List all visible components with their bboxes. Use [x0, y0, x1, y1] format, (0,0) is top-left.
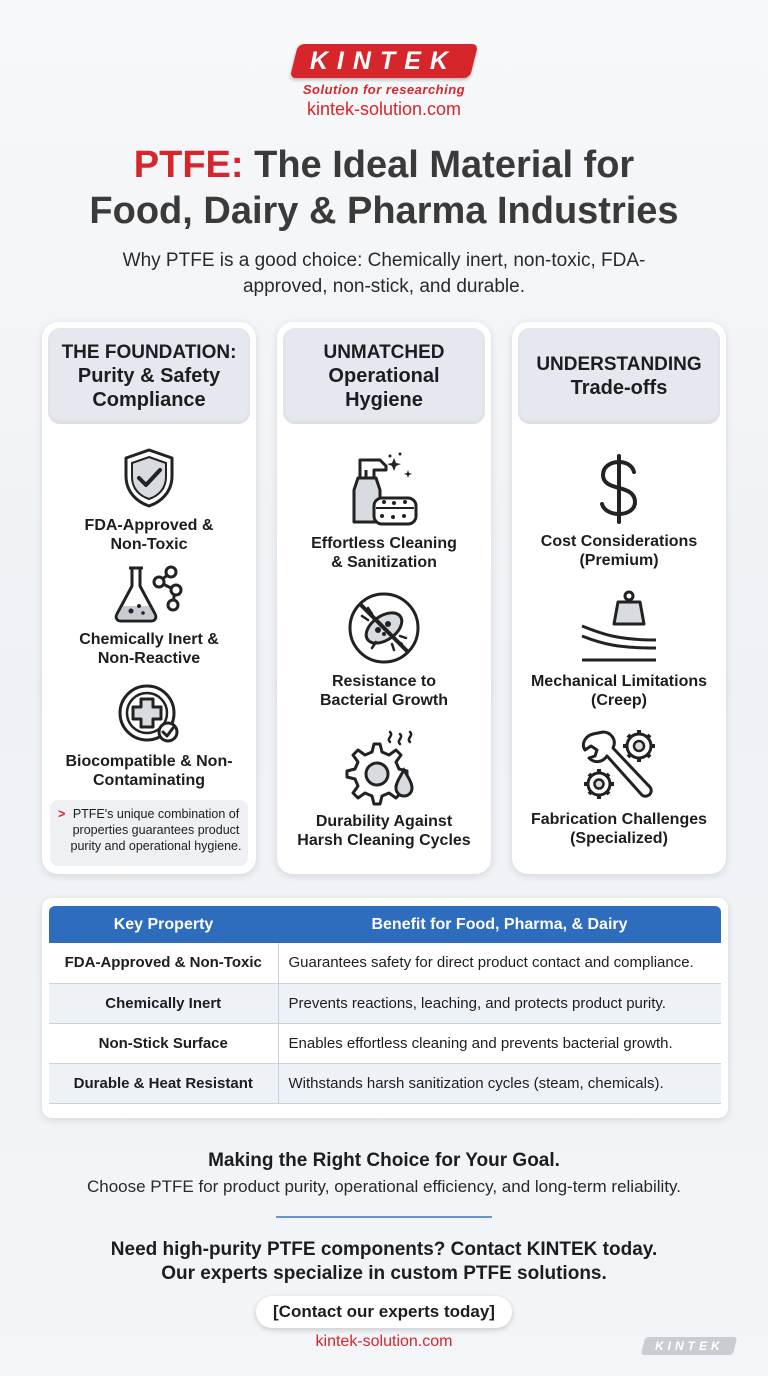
goal-title: Making the Right Choice for Your Goal.: [208, 1150, 560, 1171]
column-header: THE FOUNDATION: Purity & Safety Compliance: [48, 328, 250, 424]
weight-creep-icon: [578, 590, 660, 666]
cta-text: Need high-purity PTFE components? Contact KINTEK today. Our experts specialize in custom PTFE solutions.: [110, 1239, 658, 1284]
summary-note: > PTFE's unique combination of properties guarantees product purity and operational hygiene.: [50, 800, 248, 866]
table-cell-benefit: Withstands harsh sanitization cycles (steam, chemicals).: [278, 1063, 721, 1103]
table-cell-benefit: Guarantees safety for direct product contact and compliance.: [278, 943, 721, 983]
spray-sponge-icon: [346, 450, 422, 528]
column-tradeoffs: [512, 322, 726, 874]
tagline: Solution for researching: [302, 82, 466, 97]
wrench-gears-icon: [579, 728, 659, 804]
kintek-logo-small: KINTEK: [641, 1337, 737, 1355]
title-accent: PTFE:: [133, 144, 244, 186]
feature-item: Fabrication Challenges (Specialized): [512, 728, 726, 848]
header: [0, 44, 768, 120]
feature-item: Mechanical Limitations (Creep): [512, 590, 726, 710]
medical-cross-icon: [116, 682, 182, 746]
column-header: UNDERSTANDING Trade-offs: [518, 328, 720, 424]
table-row: [49, 1023, 721, 1063]
table-cell-key: Chemically Inert: [49, 983, 278, 1023]
feature-item: Effortless Cleaning & Sanitization: [277, 450, 491, 572]
table-row: [49, 943, 721, 983]
dollar-icon: [594, 452, 644, 526]
feature-item: Chemically Inert & Non-Reactive: [42, 562, 256, 668]
subtitle: Why PTFE is a good choice: Chemically inert, non-toxic, FDA-approved, non-stick, and durable.: [122, 250, 646, 297]
table-cell-key: FDA-Approved & Non-Toxic: [49, 943, 278, 983]
feature-item: Resistance to Bacterial Growth: [277, 590, 491, 710]
table-row: [49, 983, 721, 1023]
table-cell-benefit: Prevents reactions, leaching, and protects product purity.: [278, 983, 721, 1023]
table-header-key: Key Property: [49, 906, 278, 943]
table-row: [49, 1063, 721, 1103]
feature-item: Durability Against Harsh Cleaning Cycles: [277, 730, 491, 850]
page-title: [0, 142, 768, 234]
column-foundation: [42, 322, 256, 874]
table-header-benefit: Benefit for Food, Pharma, & Dairy: [278, 906, 721, 943]
title-line2: Food, Dairy & Pharma Industries: [89, 190, 679, 232]
title-line1: The Ideal Material for: [243, 144, 635, 186]
goal-text: Choose PTFE for product purity, operational efficiency, and long-term reliability.: [86, 1177, 682, 1196]
contact-experts-button[interactable]: [Contact our experts today]: [256, 1296, 512, 1328]
shield-check-icon: [120, 446, 178, 510]
no-bacteria-icon: [346, 590, 422, 666]
table-cell-key: Non-Stick Surface: [49, 1023, 278, 1063]
site-link-top[interactable]: kintek-solution.com: [306, 99, 462, 119]
flask-molecule-icon: [109, 562, 189, 624]
table-cell-benefit: Enables effortless cleaning and prevents bacterial growth.: [278, 1023, 721, 1063]
gear-drop-icon: [344, 730, 424, 806]
column-hygiene: [277, 322, 491, 874]
feature-item: FDA-Approved & Non-Toxic: [42, 446, 256, 554]
divider: [276, 1216, 492, 1218]
table-header-row: [49, 906, 721, 943]
kintek-logo: KINTEK: [290, 44, 478, 78]
feature-item: Biocompatible & Non-Contaminating: [42, 682, 256, 790]
property-table: [49, 906, 721, 1104]
table-cell-key: Durable & Heat Resistant: [49, 1063, 278, 1103]
column-header: UNMATCHED Operational Hygiene: [283, 328, 485, 424]
property-table-card: [42, 898, 728, 1118]
feature-item: Cost Considerations (Premium): [512, 452, 726, 570]
site-link-bottom[interactable]: kintek-solution.com: [315, 1333, 453, 1350]
